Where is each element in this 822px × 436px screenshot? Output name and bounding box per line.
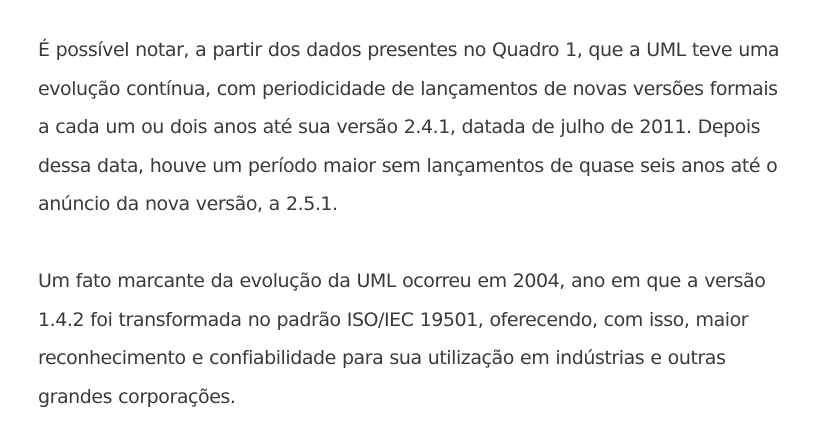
text-line: Um fato marcante da evolução da UML ocorreu em 2004, ano em que a versão [38, 270, 766, 292]
text-line: dessa data, houve um período maior sem lançamentos de quase seis anos até o [38, 154, 778, 177]
paragraph-uml-evolution [38, 31, 808, 224]
text-line: É possível notar, a partir dos dados presentes no Quadro 1, que a UML teve uma [38, 39, 780, 61]
paragraph-iso-standard [38, 262, 808, 416]
text-line: evolução contínua, com periodicidade de lançamentos de novas versões formais [38, 77, 778, 100]
text-line: reconhecimento e confiabilidade para sua utilização em indústrias e outras [38, 347, 726, 369]
text-line: anúncio da nova versão, a 2.5.1. [38, 193, 338, 215]
article-body [38, 31, 808, 416]
text-line: 1.4.2 foi transformada no padrão ISO/IEC 19501, oferecendo, com isso, maior [38, 308, 749, 331]
text-line: grandes corporações. [38, 385, 236, 408]
text-line: a cada um ou dois anos até sua versão 2.4.1, datada de julho de 2011. Depois [38, 116, 761, 138]
